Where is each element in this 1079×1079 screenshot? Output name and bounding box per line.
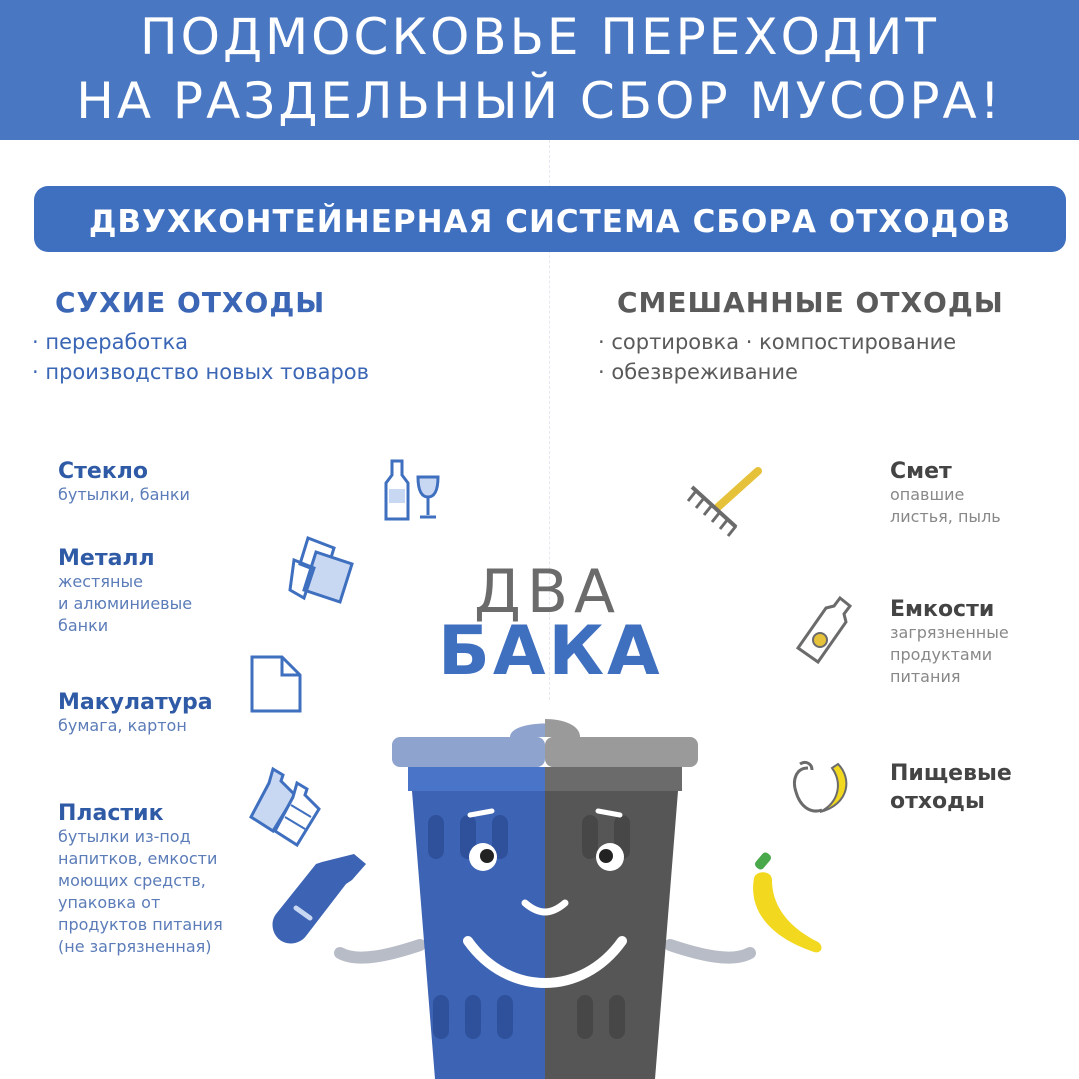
- plastic-bottles-icon: [245, 765, 329, 845]
- mixed-item-containers: [890, 597, 1009, 688]
- dry-bullet-2: · производство новых товаров: [32, 360, 370, 384]
- mixed-bullet-2: · обезвреживание: [598, 360, 798, 384]
- mixed-item-desc: загрязненные продуктами питания: [890, 623, 1009, 686]
- mixed-item-title: Емкости: [890, 597, 995, 622]
- dry-item-metal: [58, 546, 192, 637]
- cans-icon: [288, 530, 358, 610]
- mixed-item-title: Пищевые отходы: [890, 761, 1012, 814]
- paper-icon: [248, 653, 304, 715]
- mixed-bullet-1: · сортировка · компостирование: [598, 330, 957, 354]
- dry-waste-title: СУХИЕ ОТХОДЫ: [55, 286, 326, 319]
- dry-item-title: Металл: [58, 546, 155, 571]
- header-title-line1: ПОДМОСКОВЬЕ ПЕРЕХОДИТ: [140, 8, 939, 66]
- mixed-waste-title: СМЕШАННЫЕ ОТХОДЫ: [617, 286, 1004, 319]
- rake-icon: [682, 465, 766, 551]
- mixed-item-food: [890, 760, 1012, 816]
- dry-item-glass: [58, 459, 190, 506]
- dry-item-title: Стекло: [58, 459, 148, 484]
- mascot-caption-top: ДВА: [474, 557, 622, 627]
- header-title-line2: НА РАЗДЕЛЬНЫЙ СБОР МУСОРА!: [76, 72, 1003, 130]
- mixed-item-sweepings: [890, 459, 1001, 528]
- food-icon: [792, 758, 856, 816]
- dirty-bottle-icon: [794, 594, 858, 674]
- mascot-caption-bottom: БАКА: [438, 612, 663, 691]
- bottle-glass-icon: [384, 453, 444, 523]
- dry-item-desc: бутылки, банки: [58, 485, 190, 504]
- mixed-item-title: Смет: [890, 459, 952, 484]
- dry-item-title: Макулатура: [58, 690, 213, 715]
- two-bins-mascot: [320, 705, 770, 1079]
- system-banner: [34, 186, 1066, 252]
- dry-item-paper: [58, 690, 213, 737]
- dry-item-title: Пластик: [58, 801, 164, 826]
- system-banner-title: ДВУХКОНТЕЙНЕРНАЯ СИСТЕМА СБОРА ОТХОДОВ: [88, 204, 1012, 240]
- dry-item-desc: бумага, картон: [58, 716, 187, 735]
- dry-item-desc: бутылки из-под напитков, емкости моющих средств, упаковка от продуктов питания (не загрязненная): [58, 827, 223, 956]
- dry-item-desc: жестяные и алюминиевые банки: [58, 572, 193, 635]
- dry-bullet-1: · переработка: [32, 330, 189, 354]
- dry-item-plastic: [58, 801, 223, 958]
- mixed-item-desc: опавшие листья, пыль: [890, 485, 1001, 526]
